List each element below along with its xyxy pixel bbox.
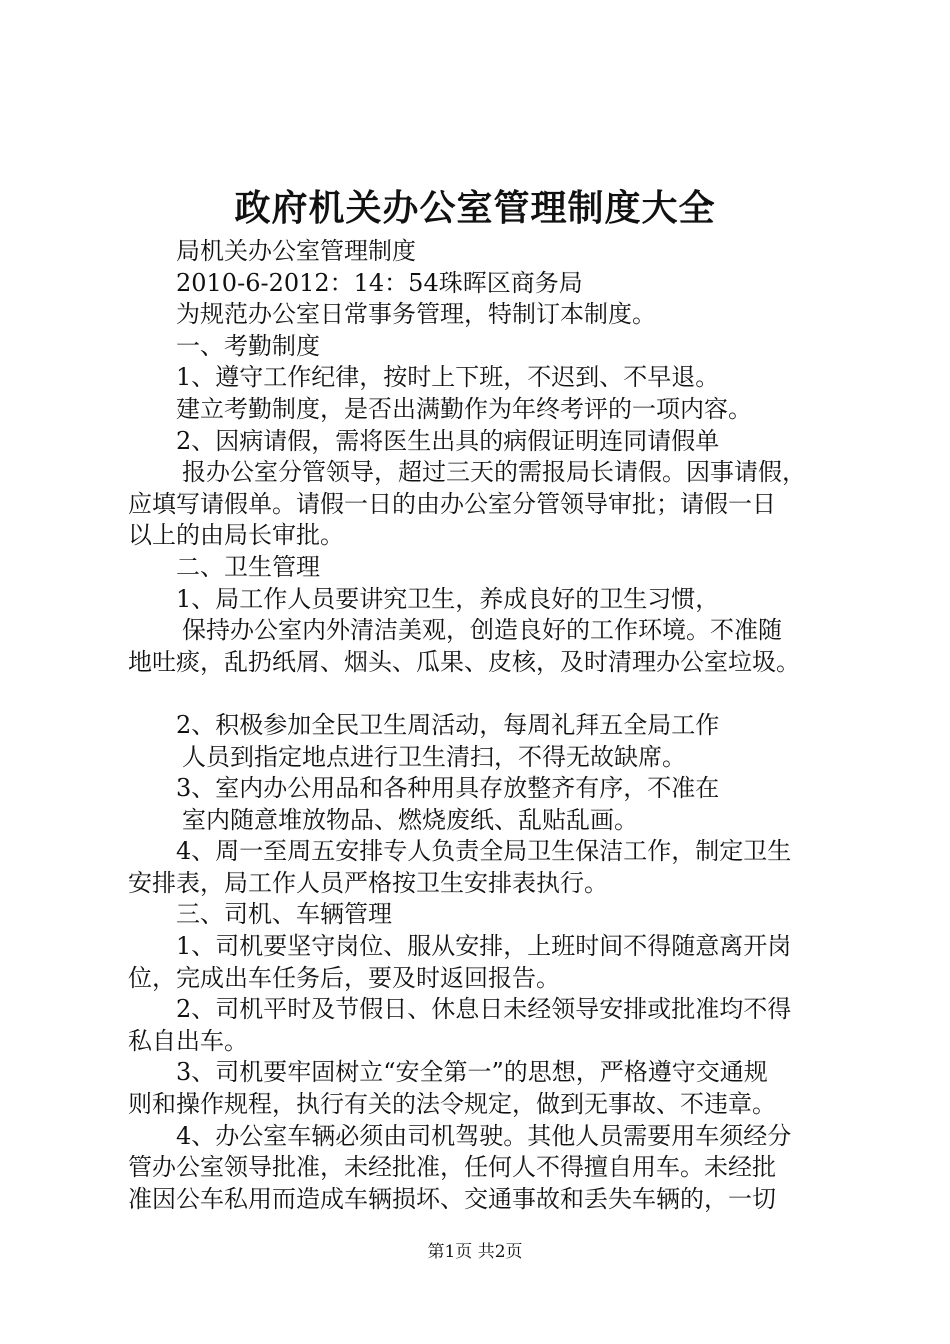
doc-line: 建立考勤制度，是否出满勤作为年终考评的一项内容。 [176, 394, 752, 423]
section-heading: 二、卫生管理 [176, 552, 320, 581]
document-body [128, 236, 848, 1215]
page-footer: 第1页 共2页 [427, 1242, 523, 1262]
doc-line: 4、办公室车辆必须由司机驾驶。其他人员需要用车须经分 [176, 1121, 792, 1150]
doc-line: 地吐痰，乱扔纸屑、烟头、瓜果、皮核，及时清理办公室垃圾。 [128, 647, 800, 676]
section-heading: 一、考勤制度 [176, 331, 320, 360]
doc-line: 人员到指定地点进行卫生清扫，不得无故缺席。 [182, 742, 686, 771]
doc-line: 保持办公室内外清洁美观，创造良好的工作环境。不准随 [182, 616, 782, 645]
doc-line: 则和操作规程，执行有关的法令规定，做到无事故、不违章。 [128, 1090, 776, 1119]
doc-line: 室内随意堆放物品、燃烧废纸、乱贴乱画。 [182, 805, 638, 834]
section-heading: 三、司机、车辆管理 [176, 900, 392, 929]
doc-line: 以上的由局长审批。 [128, 521, 344, 550]
blank-line [128, 678, 848, 710]
doc-line: 2、积极参加全民卫生周活动，每周礼拜五全局工作 [176, 710, 720, 739]
doc-line: 1、遵守工作纪律，按时上下班，不迟到、不早退。 [176, 363, 720, 392]
doc-line: 局机关办公室管理制度 [176, 237, 416, 265]
doc-line: 2010-6-2012：14：54珠晖区商务局 [176, 268, 583, 297]
doc-line: 为规范办公室日常事务管理，特制订本制度。 [176, 300, 656, 329]
doc-line: 1、局工作人员要讲究卫生，养成良好的卫生习惯， [176, 584, 720, 613]
doc-line: 应填写请假单。请假一日的由办公室分管领导审批；请假一日 [128, 489, 776, 518]
document-title: 政府机关办公室管理制度大全 [234, 188, 716, 229]
doc-line: 位，完成出车任务后，要及时返回报告。 [128, 963, 560, 992]
doc-line: 3、室内办公用品和各种用具存放整齐有序，不准在 [176, 774, 720, 803]
doc-line: 报办公室分管领导，超过三天的需报局长请假。因事请假， [182, 458, 806, 487]
doc-line: 4、周一至周五安排专人负责全局卫生保洁工作，制定卫生 [176, 837, 792, 866]
doc-line: 2、因病请假，需将医生出具的病假证明连同请假单 [176, 426, 720, 455]
doc-line: 3、司机要牢固树立“安全第一”的思想，严格遵守交通规 [176, 1058, 768, 1087]
doc-line: 2、司机平时及节假日、休息日未经领导安排或批准均不得 [176, 995, 792, 1024]
doc-line: 准因公车私用而造成车辆损坏、交通事故和丢失车辆的，一切 [128, 1184, 776, 1213]
doc-line: 1、司机要坚守岗位、服从安排，上班时间不得随意离开岗 [176, 932, 792, 961]
doc-line: 私自出车。 [128, 1026, 248, 1055]
doc-line: 安排表，局工作人员严格按卫生安排表执行。 [128, 868, 608, 897]
doc-line: 管办公室领导批准，未经批准，任何人不得擅自用车。未经批 [128, 1153, 776, 1182]
